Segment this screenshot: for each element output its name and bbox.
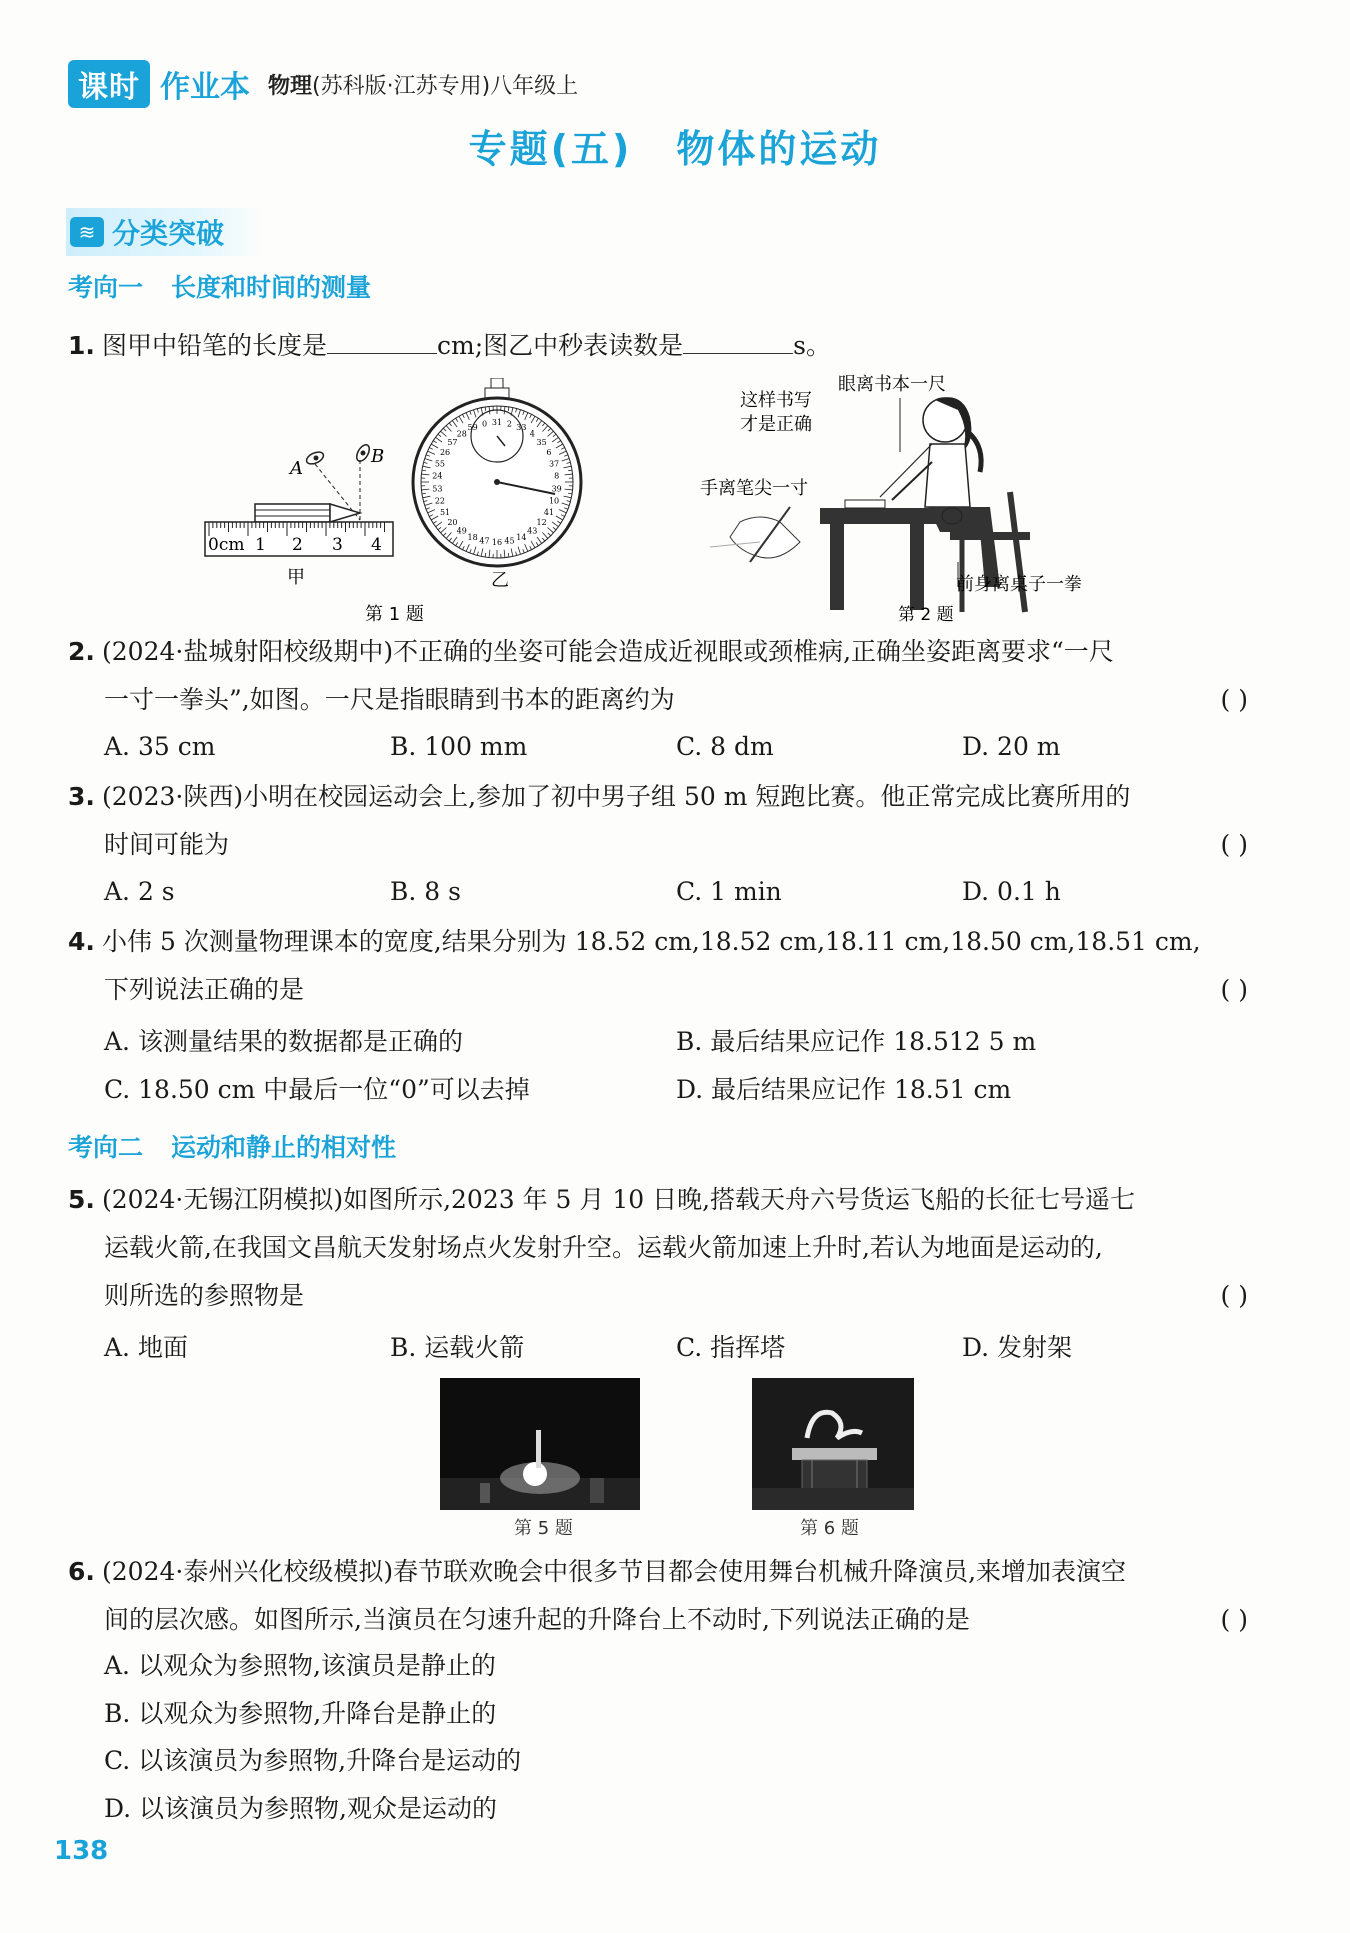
- pencil: [255, 504, 360, 522]
- dial-label: 35: [536, 437, 547, 447]
- answer-bracket[interactable]: ( ): [1220, 1281, 1248, 1310]
- answer-bracket[interactable]: ( ): [1220, 1605, 1248, 1634]
- dial-label: 20: [447, 518, 458, 528]
- topic-number: 考向一: [68, 273, 144, 302]
- question-1: [68, 322, 1248, 370]
- question-5: [68, 1176, 1248, 1320]
- option-b[interactable]: B. 最后结果应记作 18.512 5 m: [676, 1027, 1037, 1056]
- dial-label: 53: [432, 484, 443, 494]
- option-d-row: [104, 1789, 1264, 1825]
- option-b[interactable]: B. 运载火箭: [390, 1333, 525, 1362]
- question-number: 3.: [68, 782, 95, 811]
- ruler-tick-label: 0cm: [208, 535, 245, 555]
- option-a[interactable]: A. 2 s: [104, 877, 175, 906]
- options-q5: [104, 1328, 1264, 1364]
- dial-label: 51: [439, 508, 451, 517]
- book-name: 作业本: [160, 70, 250, 105]
- option-d[interactable]: D. 发射架: [962, 1333, 1073, 1362]
- stage-lift-photo: [752, 1378, 914, 1510]
- title-part2: 物体的运动: [676, 127, 882, 171]
- eye-icon: [305, 450, 326, 467]
- topic-label: 长度和时间的测量: [171, 273, 372, 302]
- option-b[interactable]: B. 100 mm: [390, 732, 528, 761]
- student-figure: [880, 397, 1000, 587]
- topic-number: 考向二: [68, 1133, 144, 1162]
- dial-label: 45: [504, 536, 515, 546]
- figure-caption: 第 1 题: [365, 604, 424, 625]
- dial-label: 22: [434, 496, 446, 506]
- question-3: [68, 773, 1248, 869]
- answer-bracket[interactable]: ( ): [1220, 975, 1248, 1004]
- label-a: A: [290, 458, 303, 479]
- question-text: 间的层次感。如图所示,当演员在匀速升起的升降台上不动时,下列说法正确的是: [104, 1605, 970, 1634]
- ruler-tick-label: 3: [332, 535, 343, 555]
- question-text: s。: [793, 331, 831, 360]
- topic-heading-2: [68, 1128, 396, 1164]
- topic-heading-1: [68, 268, 371, 304]
- question-4: [68, 918, 1248, 1014]
- book-edition: [268, 69, 578, 100]
- question-number: 2.: [68, 637, 95, 666]
- layers-icon: ≋: [70, 217, 104, 247]
- dial-label: 47: [479, 536, 490, 546]
- answer-blank[interactable]: [683, 333, 793, 354]
- dial-label: 59: [467, 423, 478, 433]
- hand-writing-sketch: [710, 507, 800, 562]
- question-number: 1.: [68, 331, 95, 360]
- ruler-tick-label: 2: [292, 535, 303, 555]
- label-correct-1: 这样书写: [740, 390, 812, 411]
- dial-label: 39: [551, 484, 562, 494]
- dial-label: 24: [432, 471, 443, 481]
- dial-label: 6: [546, 448, 552, 457]
- option-a[interactable]: A. 35 cm: [104, 732, 216, 761]
- options-q2: [104, 732, 1264, 761]
- option-b-row: [104, 1694, 1264, 1730]
- dial-label: 37: [548, 459, 560, 469]
- option-a[interactable]: A. 以观众为参照物,该演员是静止的: [104, 1651, 496, 1680]
- label-body-distance: 前身离桌子一拳: [956, 574, 1082, 595]
- question-text: 图甲中铅笔的长度是: [102, 331, 328, 360]
- dial-label: 26: [439, 448, 451, 457]
- dial-label: 8: [554, 471, 560, 481]
- option-c-row: [104, 1741, 1264, 1777]
- answer-bracket[interactable]: ( ): [1220, 685, 1248, 714]
- dial-label: 28: [456, 429, 467, 439]
- option-b[interactable]: B. 8 s: [390, 877, 461, 906]
- dial-label: 18: [467, 532, 478, 542]
- figure-2: [700, 372, 1170, 628]
- section-header: [66, 208, 264, 256]
- question-number: 6.: [68, 1557, 95, 1586]
- brand-logo: 课时: [68, 60, 150, 108]
- topic-label: 运动和静止的相对性: [171, 1133, 397, 1162]
- section-label: 分类突破: [112, 217, 225, 250]
- option-c[interactable]: C. 1 min: [676, 877, 782, 906]
- question-text: (2024·泰州兴化校级模拟)春节联欢晚会中很多节目都会使用舞台机械升降演员,来增加表演空: [102, 1557, 1127, 1586]
- option-d[interactable]: D. 以该演员为参照物,观众是运动的: [104, 1794, 497, 1823]
- option-a[interactable]: A. 该测量结果的数据都是正确的: [104, 1027, 463, 1056]
- dial-label: 0: [481, 419, 488, 429]
- answer-bracket[interactable]: ( ): [1220, 830, 1248, 859]
- question-text: 小伟 5 次测量物理课本的宽度,结果分别为 18.52 cm,18.52 cm,18.11 cm,18.50 cm,18.51 cm,: [102, 927, 1201, 956]
- stopwatch-icon: [413, 378, 581, 566]
- option-a-row: [104, 1646, 1264, 1682]
- edition: (苏科版·江苏专用)八年级上: [312, 73, 579, 99]
- header: [68, 60, 578, 108]
- dial-label: 49: [456, 526, 467, 536]
- question-2: [68, 628, 1248, 724]
- page-title: [0, 118, 1350, 173]
- answer-blank[interactable]: [327, 333, 437, 354]
- question-text: (2023·陕西)小明在校园运动会上,参加了初中男子组 50 m 短跑比赛。他正常完成比赛所用的: [102, 782, 1131, 811]
- question-text: cm;图乙中秒表读数是: [437, 331, 684, 360]
- options-q4-row2: [104, 1070, 1264, 1106]
- label-yi: 乙: [491, 570, 509, 591]
- figure-caption: 第 6 题: [800, 1518, 859, 1539]
- option-d[interactable]: D. 0.1 h: [962, 877, 1061, 906]
- figure-caption: 第 5 题: [514, 1518, 573, 1539]
- dial-label: 2: [506, 419, 513, 429]
- rocket-launch-photo: [440, 1378, 640, 1510]
- dial-label: 33: [516, 423, 527, 433]
- label-jia: 甲: [287, 567, 305, 588]
- question-number: 5.: [68, 1185, 95, 1214]
- dial-label: 14: [516, 532, 527, 542]
- ruler: [205, 522, 393, 556]
- dial-label: 55: [434, 459, 446, 469]
- label-correct-2: 才是正确: [740, 414, 812, 435]
- option-c[interactable]: C. 18.50 cm 中最后一位“0”可以去掉: [104, 1075, 530, 1104]
- label-eye-distance: 眼离书本一尺: [838, 374, 946, 395]
- title-part1: 专题(五): [468, 127, 633, 171]
- dial-label: 43: [527, 526, 538, 536]
- label-b: B: [371, 446, 385, 467]
- page-number: 138: [54, 1836, 109, 1866]
- options-q4-row1: [104, 1022, 1264, 1058]
- option-d[interactable]: D. 最后结果应记作 18.51 cm: [676, 1075, 1012, 1104]
- option-b[interactable]: B. 以观众为参照物,升降台是静止的: [104, 1699, 497, 1728]
- option-c[interactable]: C. 8 dm: [676, 732, 774, 761]
- question-text: 一寸一拳头”,如图。一尺是指眼睛到书本的距离约为: [104, 685, 675, 714]
- figure-1: [195, 378, 595, 628]
- question-text: (2024·盐城射阳校级期中)不正确的坐姿可能会造成近视眼或颈椎病,正确坐姿距离要求“一尺: [102, 637, 1114, 666]
- question-number: 4.: [68, 927, 95, 956]
- ruler-tick-label: 1: [255, 535, 266, 555]
- subject: 物理: [268, 73, 313, 99]
- ruler-tick-label: 4: [371, 535, 382, 555]
- label-hand-distance: 手离笔尖一寸: [700, 478, 808, 499]
- question-6: [68, 1548, 1248, 1644]
- option-d[interactable]: D. 20 m: [962, 732, 1061, 761]
- dial-label: 41: [543, 508, 555, 517]
- dial-label: 10: [548, 496, 560, 506]
- dial-label: 12: [536, 518, 547, 528]
- question-text: 时间可能为: [104, 830, 230, 859]
- question-text: (2024·无锡江阴模拟)如图所示,2023 年 5 月 10 日晚,搭载天舟六号货运飞船的长征七号遥七: [102, 1185, 1136, 1214]
- options-q3: [104, 877, 1264, 906]
- option-c[interactable]: C. 以该演员为参照物,升降台是运动的: [104, 1746, 522, 1775]
- figure-caption: 第 2 题: [898, 605, 954, 625]
- question-text: 运载火箭,在我国文昌航天发射场点火发射升空。运载火箭加速上升时,若认为地面是运动的,: [104, 1233, 1103, 1262]
- dial-label: 57: [447, 437, 458, 447]
- dial-label: 16: [491, 538, 503, 547]
- option-a[interactable]: A. 地面: [104, 1333, 188, 1362]
- option-c[interactable]: C. 指挥塔: [676, 1333, 786, 1362]
- dial-label: 4: [529, 429, 535, 439]
- question-text: 则所选的参照物是: [104, 1281, 305, 1310]
- dial-label: 31: [491, 418, 503, 427]
- eye-icon: [354, 443, 372, 464]
- question-text: 下列说法正确的是: [104, 975, 305, 1004]
